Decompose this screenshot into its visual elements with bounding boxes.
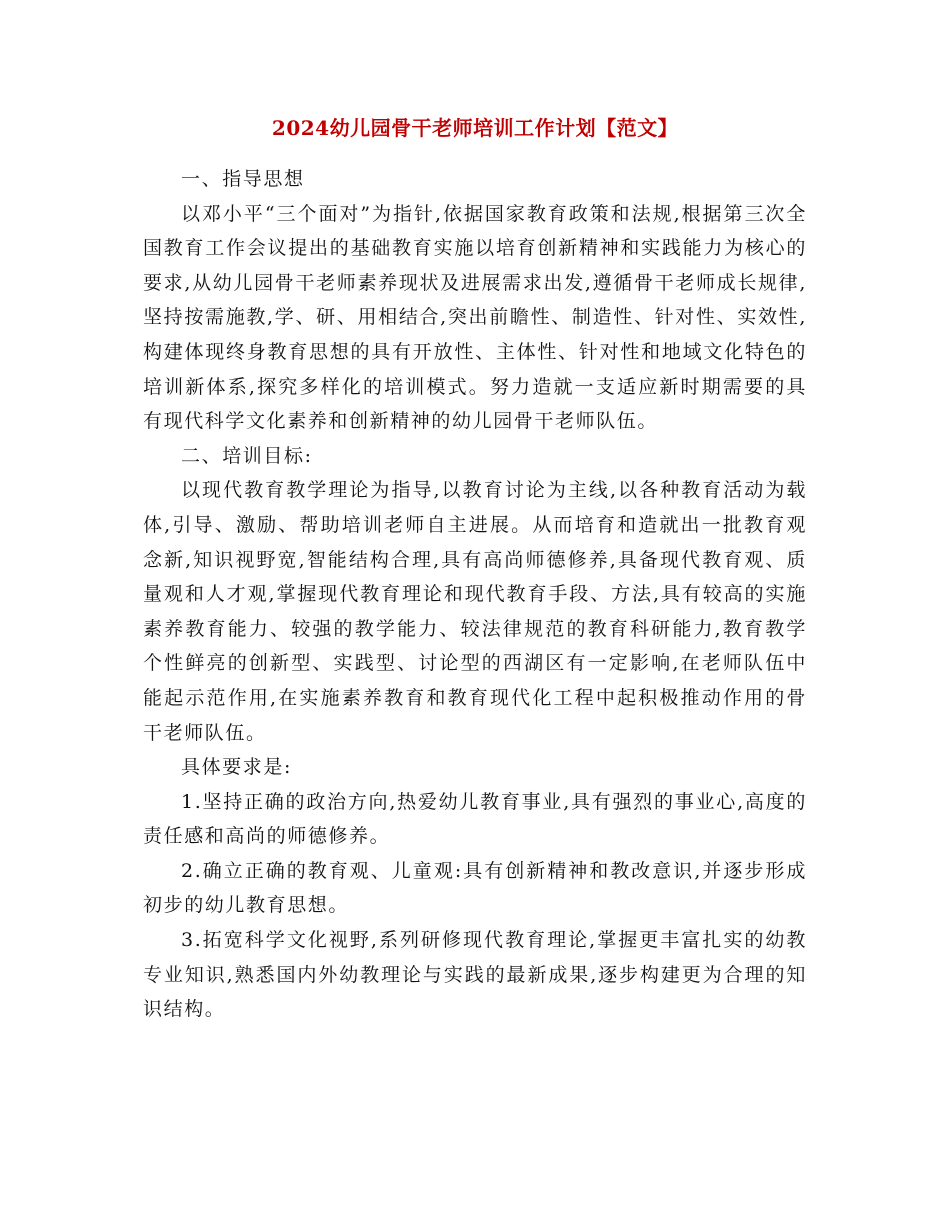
document-page (143, 112, 807, 1027)
document-title: 2024幼儿园骨干老师培训工作计划【范文】 (271, 116, 679, 140)
paragraph-guiding-ideology: 以邓小平“三个面对”为指针,依据国家教育政策和法规,根据第三次全国教育工作会议提出的基础教育实施以培育创新精神和实践能力为核心的要求,从幼儿园骨干老师素养现状及进展需求出发,遵循骨干老师成长规律,坚持按需施教,学、研、用相结合,突出前瞻性、制造性、针对性、实效性,构建体现终身教育思想的具有开放性、主体性、针对性和地域文化特色的培训新体系,探究多样化的培训模式。努力造就一支适应新时期需要的具有现代科学文化素养和创新精神的幼儿园骨干老师队伍。 (143, 202, 807, 433)
section-heading-training-goals: 二、培训目标: (181, 444, 313, 467)
list-item-requirement-2: 2.确立正确的教育观、儿童观:具有创新精神和教改意识,并逐步形成初步的幼儿教育思想。 (143, 859, 807, 917)
list-item-requirement-1: 1.坚持正确的政治方向,热爱幼儿教育事业,具有强烈的事业心,高度的责任感和高尚的师德修养。 (143, 790, 807, 848)
list-item-requirement-3: 3.拓宽科学文化视野,系列研修现代教育理论,掌握更丰富扎实的幼教专业知识,熟悉国内外幼教理论与实践的最新成果,逐步构建更为合理的知识结构。 (143, 929, 807, 1021)
section-heading-guiding-ideology: 一、指导思想 (181, 168, 305, 190)
paragraph-training-goals: 以现代教育教学理论为指导,以教育讨论为主线,以各种教育活动为载体,引导、激励、帮助培训老师自主进展。从而培育和造就出一批教育观念新,知识视野宽,智能结构合理,具有高尚师德修养,具备现代教育观、质量观和人才观,掌握现代教育理论和现代教育手段、方法,具有较高的实施素养教育能力、较强的教学能力、较法律规范的教育科研能力,教育教学个性鲜亮的创新型、实践型、讨论型的西湖区有一定影响,在老师队伍中能起示范作用,在实施素养教育和教育现代化工程中起积极推动作用的骨干老师队伍。 (143, 479, 807, 744)
subheading-specific-requirements: 具体要求是: (181, 756, 293, 779)
